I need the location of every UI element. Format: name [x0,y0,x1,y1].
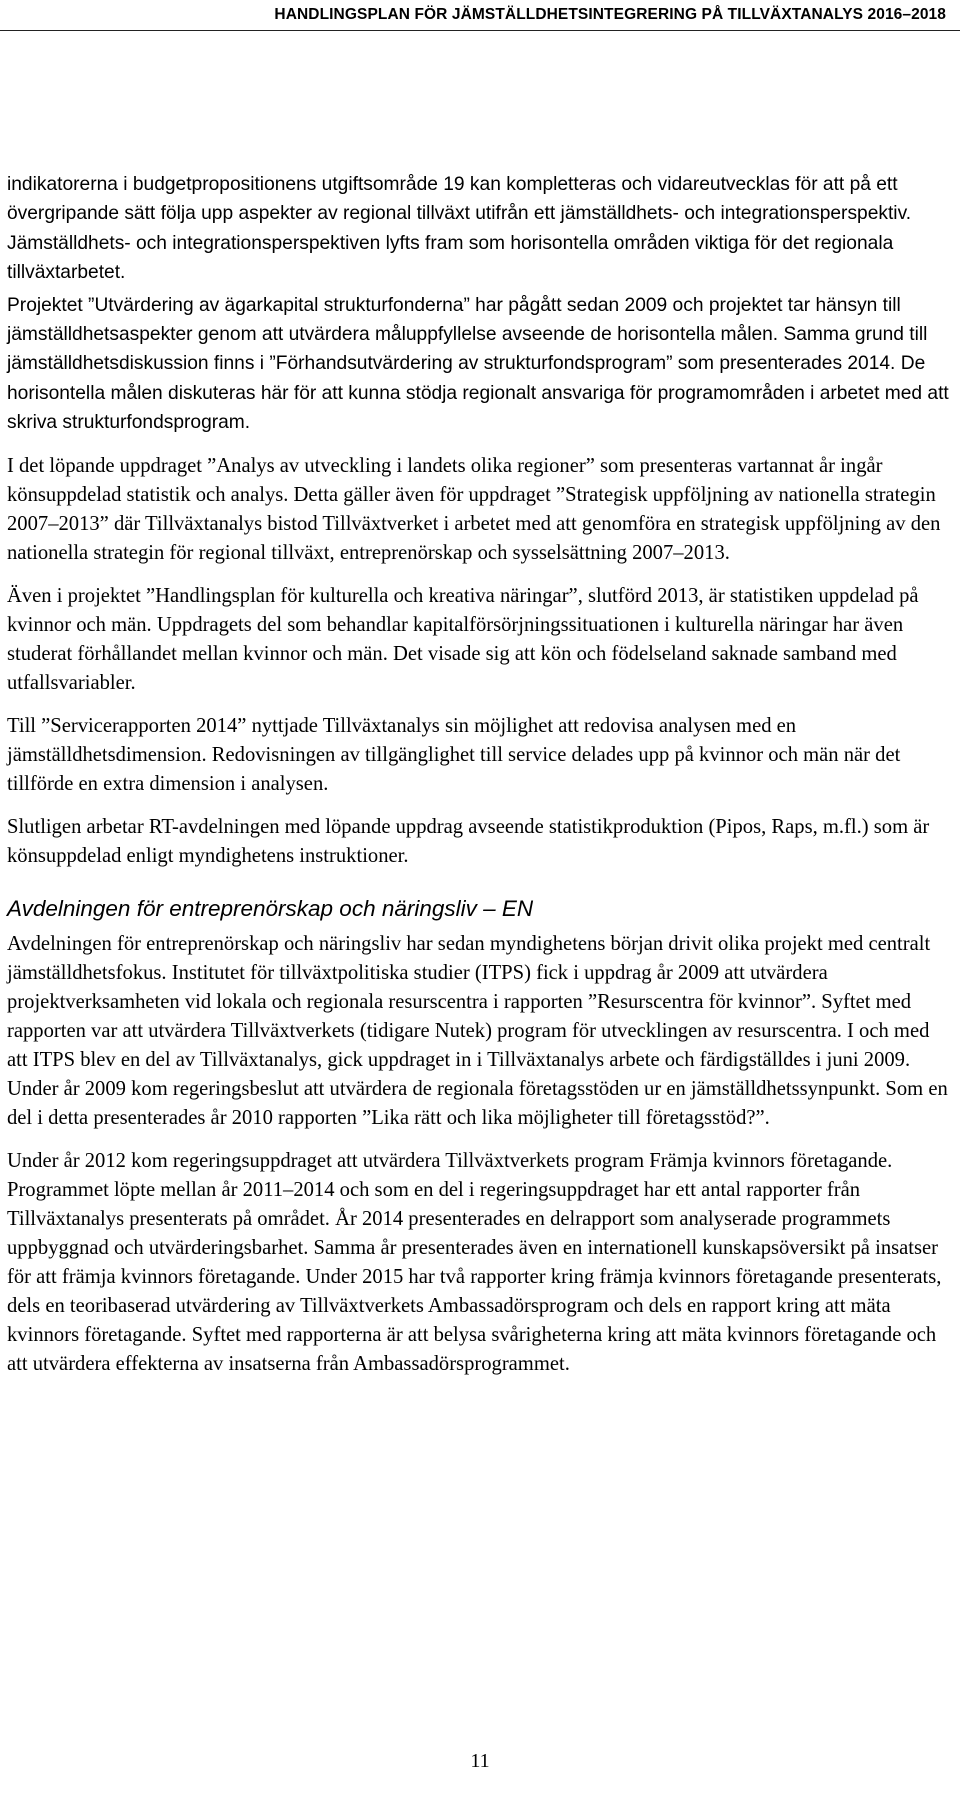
header-divider [0,30,960,31]
paragraph-service-report: Till ”Servicerapporten 2014” nyttjade Tillväxtanalys sin möjlighet att redovisa analysen med en jämställdhetsdimension. Redovisningen av tillgänglighet till service delades upp på kvinnor och män när det tillförde en extra dimension i analysen. [7,714,901,795]
paragraph-regional-analysis: I det löpande uppdraget ”Analys av utveckling i landets olika regioner” som presenteras vartannat år ingår könsuppdelad statistik och analys. Detta gäller även för uppdraget ”Strategisk uppföljning av nationella strategin 2007–2013” där Tillväxtanalys bistod Tillväxtverket i arbetet med att genomföra en strategisk uppföljning av den nationella strategin för regional tillväxt, entreprenörskap och sysselsättning 2007–2013. [7,454,941,564]
paragraph-budget-indicators: indikatorerna i budgetpropositionens utgiftsområde 19 kan kompletteras och vidareutvecklas för att på ett övergripande sätt följa upp aspekter av regional tillväxt utifrån ett jämställdhets- och integrationsperspektiv. Jämställdhets- och integrationsperspektiven lyfts fram som horisontella områden viktiga för det regionala tillväxtarbetet. [7,174,912,284]
paragraph-en-womens-entrepreneurship: Under år 2012 kom regeringsuppdraget att utvärdera Tillväxtverkets program Främja kvinnors företagande. Programmet löpte mellan år 2011–2014 och som en del i regeringsuppdraget har ett antal rapporter från Tillväxtanalys presenterats på området. År 2014 presenterades en delrapport som analyserade programmets uppbyggnad och utvärderingsbarhet. Samma år presenterades även en internationell kunskapsöversikt på insatser för att främja kvinnors företagande. Under 2015 har två rapporter kring främja kvinnors företagande presenterats, dels en teoribaserad utvärdering av Tillväxtverkets Ambassadörsprogram och dels en rapport kring att mäta kvinnors företagande. Syftet med rapporterna är att belysa svårigheterna kring att mäta kvinnors företagande och att utvärdera effekterna av insatserna från Ambassadörsprogrammet. [7,1149,942,1375]
running-header: HANDLINGSPLAN FÖR JÄMSTÄLLDHETSINTEGRERING PÅ TILLVÄXTANALYS 2016–2018 [274,6,946,23]
paragraph-structural-funds-evaluation: Projektet ”Utvärdering av ägarkapital strukturfonderna” har pågått sedan 2009 och projektet tar hänsyn till jämställdhetsaspekter genom att utvärdera måluppfyllelse avseende de horisontella målen. Samma grund till jämställdhetsdiskussion finns i ”Förhandsutvärdering av strukturfondsprogram” som presenterades 2014. De horisontella målen diskuteras här för att kunna stödja regionalt ansvariga för programområden i arbetet med att skriva strukturfondsprogram. [7,294,949,434]
page-number: 11 [470,1750,490,1772]
paragraph-cultural-industries: Även i projektet ”Handlingsplan för kulturella och kreativa näringar”, slutförd 2013, är statistiken uppdelad på kvinnor och män. Uppdragets del som behandlar kapitalförsörjningssituationen i kulturella näringar har även studerat förhållandet mellan kvinnor och män. Det visade sig att kön och födelseland saknade samband med utfallsvariabler. [7,584,919,694]
section-heading-en: Avdelningen för entreprenörskap och näringsliv – EN [7,895,534,921]
paragraph-rt-statistics: Slutligen arbetar RT-avdelningen med löpande uppdrag avseende statistikproduktion (Pipos, Raps, m.fl.) som är könsuppdelad enligt myndighetens instruktioner. [7,815,930,867]
document-body [7,170,951,1379]
paragraph-en-history: Avdelningen för entreprenörskap och näringsliv har sedan myndighetens början drivit olika projekt med centralt jämställdhetsfokus. Institutet för tillväxtpolitiska studier (ITPS) fick i uppdrag år 2009 att utvärdera projektverksamheten vid lokala och regionala resurscentra i rapporten ”Resurscentra för kvinnor”. Syftet med rapporten var att utvärdera Tillväxtverkets (tidigare Nutek) program för utvecklingen av resurscentra. I och med att ITPS blev en del av Tillväxtanalys, gick uppdraget in i Tillväxtanalys arbete och färdigställdes i juni 2009. Under år 2009 kom regeringsbeslut att utvärdera de regionala företagsstöden ur en jämställdhetssynpunkt. Som en del i detta presenterades år 2010 rapporten ”Lika rätt och lika möjligheter till företagsstöd?”. [7,932,948,1129]
